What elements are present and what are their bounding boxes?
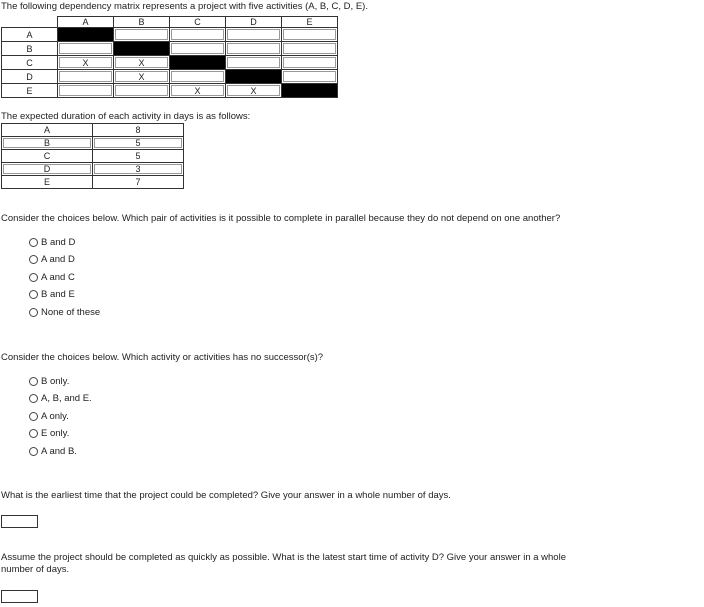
matrix-cell-dependency: X [226, 84, 282, 98]
matrix-col-header: D [226, 17, 282, 28]
matrix-cell-dependency: X [58, 56, 114, 70]
matrix-cell-diagonal [114, 42, 170, 56]
dependency-matrix [1, 16, 338, 98]
radio-button-icon[interactable] [29, 394, 38, 403]
radio-button-icon[interactable] [29, 290, 38, 299]
duration-days: 5 [93, 150, 184, 163]
matrix-cell [282, 56, 338, 70]
q4-answer-input[interactable] [1, 590, 38, 603]
matrix-row [2, 56, 338, 70]
radio-button-icon[interactable] [29, 238, 38, 247]
option-label: None of these [41, 306, 101, 318]
duration-activity: A [2, 124, 93, 137]
radio-button-icon[interactable] [29, 447, 38, 456]
q2-option[interactable] [29, 445, 77, 457]
matrix-row [2, 28, 338, 42]
duration-row [2, 124, 184, 137]
radio-button-icon[interactable] [29, 377, 38, 386]
matrix-col-header: A [58, 17, 114, 28]
radio-button-icon[interactable] [29, 273, 38, 282]
matrix-cell-diagonal [58, 28, 114, 42]
q1-option[interactable] [29, 306, 100, 318]
matrix-row-label: C [2, 56, 58, 70]
radio-button-icon[interactable] [29, 255, 38, 264]
matrix-cell [282, 28, 338, 42]
matrix-cell [170, 70, 226, 84]
duration-activity: B [2, 137, 93, 150]
duration-row [2, 176, 184, 189]
option-label: A only. [41, 410, 69, 422]
duration-days: 7 [93, 176, 184, 189]
duration-days: 5 [93, 137, 184, 150]
q3-answer-input[interactable] [1, 515, 38, 528]
matrix-row-label: E [2, 84, 58, 98]
matrix-col-header: C [170, 17, 226, 28]
matrix-row [2, 84, 338, 98]
duration-days: 8 [93, 124, 184, 137]
matrix-corner [2, 17, 58, 28]
matrix-cell-diagonal [170, 56, 226, 70]
duration-activity: E [2, 176, 93, 189]
matrix-row-label: A [2, 28, 58, 42]
q2-option[interactable] [29, 428, 69, 440]
radio-button-icon[interactable] [29, 429, 38, 438]
duration-row [2, 163, 184, 176]
matrix-row-label: D [2, 70, 58, 84]
q2-text: Consider the choices below. Which activity or activities has no successor(s)? [1, 352, 324, 363]
q2-option[interactable] [29, 393, 92, 405]
q4-text-line2: number of days. [1, 564, 70, 575]
q2-option[interactable] [29, 410, 69, 422]
matrix-col-header: E [282, 17, 338, 28]
duration-row [2, 137, 184, 150]
duration-days: 3 [93, 163, 184, 176]
matrix-cell [114, 84, 170, 98]
matrix-cell-dependency: X [114, 56, 170, 70]
matrix-cell [170, 28, 226, 42]
matrix-cell [58, 42, 114, 56]
matrix-cell [226, 42, 282, 56]
q1-option[interactable] [29, 271, 75, 283]
q1-option[interactable] [29, 289, 75, 301]
matrix-col-header: B [114, 17, 170, 28]
matrix-row-label: B [2, 42, 58, 56]
radio-button-icon[interactable] [29, 412, 38, 421]
q3-text: What is the earliest time that the project could be completed? Give your answer in a whole number of days. [1, 490, 451, 501]
q1-option[interactable] [29, 236, 75, 248]
duration-row [2, 150, 184, 163]
option-label: B and E [41, 289, 75, 300]
matrix-cell [114, 28, 170, 42]
q2-option[interactable] [29, 375, 69, 387]
matrix-cell-diagonal [282, 84, 338, 98]
matrix-cell [226, 28, 282, 42]
matrix-row [2, 42, 338, 56]
duration-activity: D [2, 163, 93, 176]
duration-activity: C [2, 150, 93, 163]
matrix-row [2, 70, 338, 84]
option-label: A, B, and E. [41, 393, 92, 404]
q1-option[interactable] [29, 254, 75, 266]
option-label: A and D [41, 254, 75, 265]
matrix-cell [226, 56, 282, 70]
intro-text: The following dependency matrix represents a project with five activities (A, B, C, D, E). [1, 1, 368, 12]
q1-text: Consider the choices below. Which pair of activities is it possible to complete in parallel because they do not depend on one another? [1, 213, 561, 224]
matrix-cell [58, 84, 114, 98]
matrix-header-row [2, 17, 338, 28]
matrix-cell [58, 70, 114, 84]
option-label: B only. [41, 375, 70, 387]
durations-table [1, 123, 184, 189]
radio-button-icon[interactable] [29, 308, 38, 317]
matrix-cell [282, 70, 338, 84]
option-label: A and C [41, 271, 75, 283]
matrix-cell [282, 42, 338, 56]
option-label: B and D [41, 236, 76, 248]
option-label: E only. [41, 428, 70, 439]
matrix-cell [170, 42, 226, 56]
option-label: A and B. [41, 445, 77, 457]
matrix-cell-dependency: X [170, 84, 226, 98]
matrix-cell-diagonal [226, 70, 282, 84]
durations-intro: The expected duration of each activity in days is as follows: [1, 111, 251, 122]
matrix-cell-dependency: X [114, 70, 170, 84]
q4-text-line1: Assume the project should be completed as quickly as possible. What is the latest start time of activity D? Give your answer in a whole [1, 552, 566, 563]
